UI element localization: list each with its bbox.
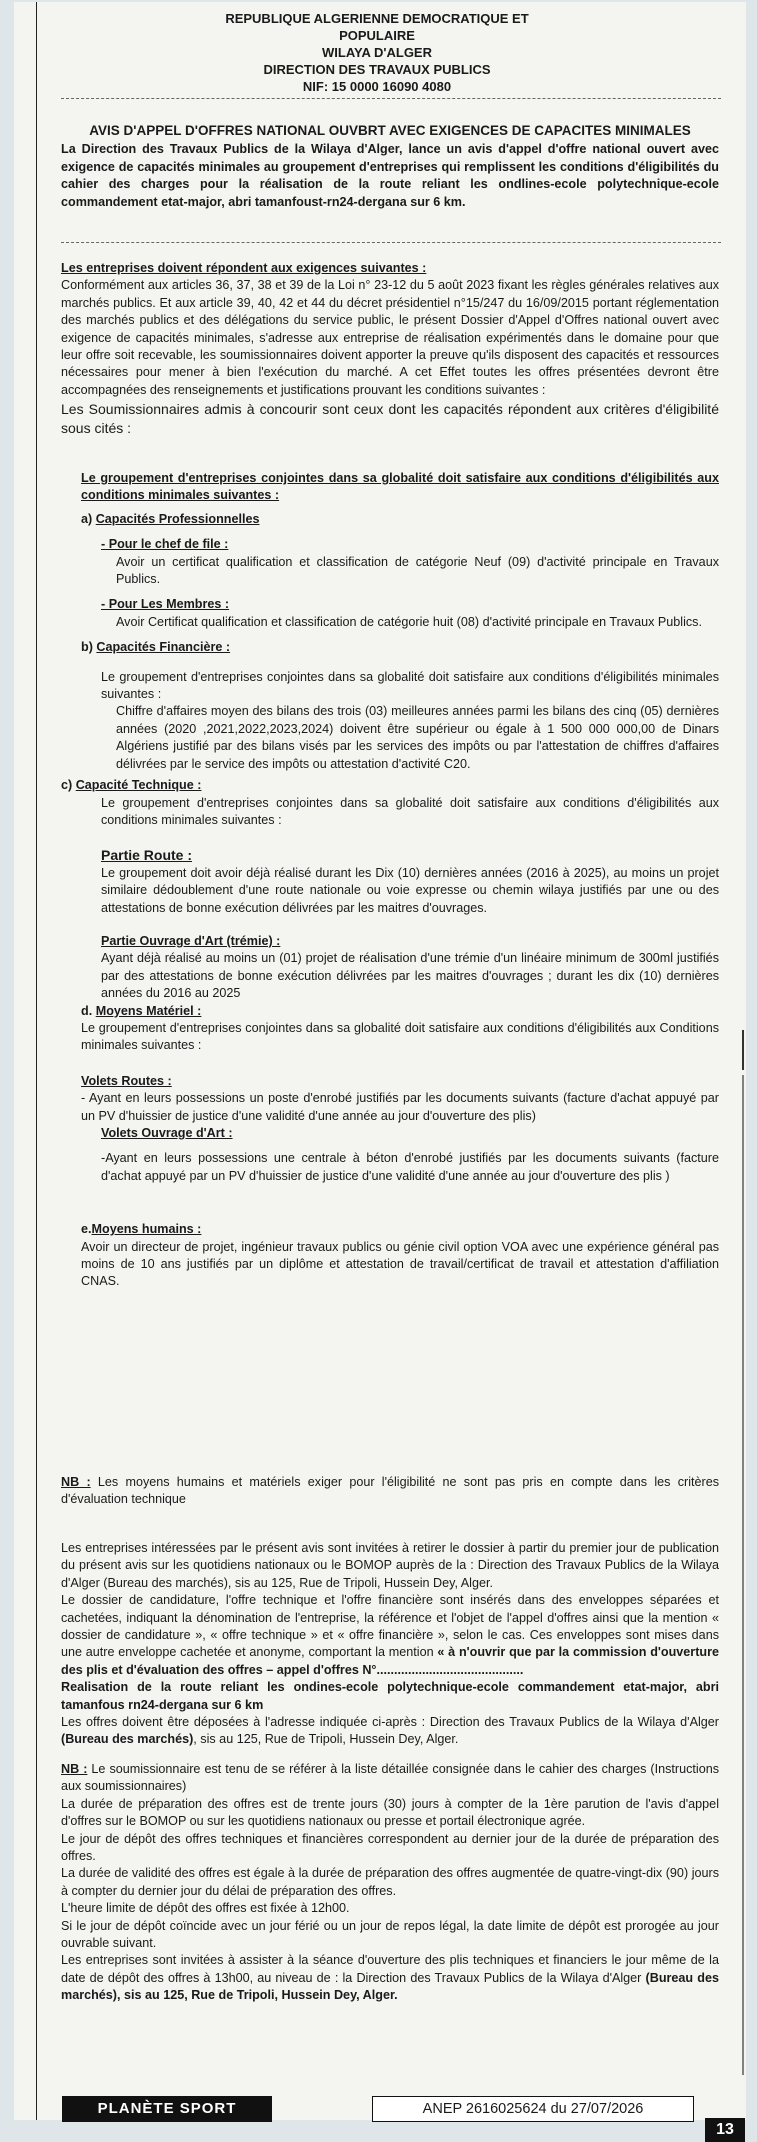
section-a-label: a) bbox=[81, 511, 93, 526]
requirements-block bbox=[61, 260, 719, 438]
financial-intro: Le groupement d'entreprises conjointes dans sa globalité doit satisfaire aux conditions d'éligibilités minimales suivantes : bbox=[101, 669, 719, 702]
notice-title: AVIS D'APPEL D'OFFRES NATIONAL OUVBRT AVEC EXIGENCES DE CAPACITES MINIMALES bbox=[89, 123, 691, 138]
notice-intro: La Direction des Travaux Publics de la Wilaya d'Alger, lance un avis d'appel d'offre national ouvert avec exigence de capacités minimales au groupement d'entreprises qui remplissent les conditions d'éligibilités du cahier des charges pour la réalisation de la route reliant les ondlines-ecole polytechnique-ecole commandement etat-major, abri tamanfoust-rn24-dergana sur 6 km. bbox=[61, 142, 719, 209]
section-label: PLANÈTE SPORT bbox=[62, 2096, 272, 2122]
nb1-label: NB : bbox=[61, 1475, 91, 1489]
submission-block bbox=[61, 1540, 719, 2005]
ouvrage-heading: Partie Ouvrage d'Art (trémie) : bbox=[101, 933, 281, 948]
route-text: Le groupement doit avoir déjà réalisé durant les Dix (10) dernières années (2016 à 2025), au moins un projet similaire dédoublement d'une route nationale ou voie expresse ou chemin wilaya justifiés par une ou des attestations de bonne exécution délivrées par les maitres d'ouvrages. bbox=[101, 865, 719, 915]
dossier-text: Le dossier de candidature, l'offre technique et l'offre financière sont insérés dans des enveloppes séparées et cachetées, indiquant la dénomination de l'entreprise, la référence et l'objet de l'appel d'offres ainsi que la mention « dossier de candidature », « offre technique » et « offre financière », selon le cas. Ces enveloppes sont mises dans une autre enveloppe cachetée et anonyme, comportant la mention bbox=[61, 1593, 719, 1660]
republic-line: REPUBLIQUE ALGERIENNE DEMOCRATIQUE ET POPULAIRE bbox=[225, 11, 529, 43]
notice-column bbox=[36, 2, 746, 2120]
notice-intro-block bbox=[61, 122, 719, 211]
nb-evaluation bbox=[61, 1474, 719, 1509]
letterhead bbox=[187, 10, 567, 95]
section-a-heading: Capacités Professionnelles bbox=[95, 511, 260, 526]
requirements-text: Conformément aux articles 36, 37, 38 et 39 de la Loi n° 23-12 du 5 août 2023 fixant les règles générales relatives aux marchés publics. Et aux article 39, 40, 42 et 44 du décret présidentiel n°15/247 du 16/09/2015 portant réglementation des marchés publics et des délégations du service public, le présent Dossier d'Appel d'Offres national ouvert avec exigence de capacités minimales, s'adresse aux entreprise de réalisation expérimentés dans le domaine pour que leur offre soit recevable, les soumissionnaires doivent apporter la preuve qu'ils disposent des capacités et ressources nécessaires pour mener à bien l'exécution du marché. A cet Effet toutes les offres présentées devront être accompagnées des renseignements et justifications prouvant les conditions suivantes : bbox=[61, 278, 719, 397]
section-e-heading: Moyens humains : bbox=[91, 1222, 202, 1237]
dossier-mention: « à n'ouvrir que par la commission d'ouverture des plis et d'évaluation des offres – appel d'offres N°.......................................... bbox=[61, 1645, 719, 1677]
requirements-heading: Les entreprises doivent répondent aux exigences suivantes : bbox=[61, 261, 427, 275]
membres-heading: - Pour Les Membres : bbox=[101, 597, 230, 612]
wilaya-line: WILAYA D'ALGER bbox=[322, 45, 432, 60]
newspaper-page bbox=[14, 2, 746, 2120]
nb2-label: NB : bbox=[61, 1761, 88, 1776]
section-e-label: e. bbox=[81, 1222, 92, 1237]
adjacent-column-edge bbox=[742, 1075, 744, 2075]
page-number: 13 bbox=[705, 2118, 745, 2142]
retrait-text: Les entreprises intéressées par le présent avis sont invitées à retirer le dossier à partir du premier jour de publication du présent avis sur les quotidiens nationaux ou le BOMOP auprès de la : Direction des Travaux Publics de la Wilaya d'Alger (Bureau des marchés), sis au 125, Rue de Tripoli, Hussein Dey, Alger. bbox=[61, 1541, 719, 1590]
admission-text: Les Soumissionnaires admis à concourir sont ceux dont les capacités répondent aux critères d'éligibilité sous cités : bbox=[61, 401, 719, 437]
direction-line: DIRECTION DES TRAVAUX PUBLICS bbox=[263, 62, 491, 77]
financial-text: Chiffre d'affaires moyen des bilans des trois (03) meilleures années parmi les bilans des cinq (05) dernières années (2020 ,2021,2022,2023,2024) doivent être supérieur ou égale à 1 500 000 000,00 de Dinars Algériens justifié par des bilans visés par les services des impôts ou par l'attestation de chiffres d'affaires délivrées par le service des impôts ou attestation d'activité C20. bbox=[116, 704, 719, 771]
volets-oa-heading: Volets Ouvrage d'Art : bbox=[101, 1126, 233, 1140]
nif-line: NIF: 15 0000 16090 4080 bbox=[302, 79, 452, 94]
technical-intro: Le groupement d'entreprises conjointes dans sa globalité doit satisfaire aux conditions d'éligibilités aux conditions minimales suivantes : bbox=[101, 795, 719, 827]
depot-address: , sis au 125, Rue de Tripoli, Hussein Dey, Alger. bbox=[193, 1732, 459, 1747]
nb2-text: Le soumissionnaire est tenu de se référer à la liste détaillée consignée dans le cahier des charges (Instructions aux soumissionnaires) bbox=[61, 1761, 719, 1794]
route-heading: Partie Route : bbox=[101, 847, 193, 864]
opening-address: (Bureau des marchés), sis au 125, Rue de Tripoli, Hussein Dey, Alger. bbox=[61, 1970, 719, 2003]
nb1-text: Les moyens humains et matériels exiger pour l'éligibilité ne sont pas pris en compte dans les critères d'évaluation technique bbox=[61, 1475, 719, 1507]
chef-text: Avoir un certificat qualification et classification de catégorie Neuf (09) d'activité principale en Travaux Publics. bbox=[116, 554, 719, 587]
section-b-heading: Capacités Financière : bbox=[96, 640, 231, 655]
material-intro: Le groupement d'entreprises conjointes dans sa globalité doit satisfaire aux conditions d'éligibilités aux Conditions minimales suivantes : bbox=[81, 1020, 719, 1053]
section-c-label: c) bbox=[61, 778, 73, 793]
divider bbox=[61, 242, 721, 243]
deadline-hour: L'heure limite de dépôt des offres est fixée à 12h00. bbox=[61, 1901, 350, 1916]
section-d-heading: Moyens Matériel : bbox=[95, 1003, 202, 1018]
section-b-label: b) bbox=[81, 640, 93, 655]
holiday-rule: Si le jour de dépôt coïncide avec un jour férié ou un jour de repos légal, la date limite de dépôt est prorogée au jour ouvrable suivant. bbox=[61, 1918, 719, 1950]
deposit-day: Le jour de dépôt des offres techniques et financières correspondent au dernier jour de la durée de préparation des offres. bbox=[61, 1831, 719, 1863]
volets-oa-text: -Ayant en leurs possessions une centrale à béton d'enrobé justifiés par les documents suivants (facture d'achat appuyé par un PV d'huissier de justice d'une validité d'une année au jour d'ouverture des plis ) bbox=[101, 1151, 719, 1183]
anep-reference: ANEP 2616025624 du 27/07/2026 bbox=[372, 2096, 694, 2122]
membres-text: Avoir Certificat qualification et classification de catégorie huit (08) d'activité principale en Travaux Publics. bbox=[116, 614, 702, 629]
volets-routes-heading: Volets Routes : bbox=[81, 1073, 172, 1088]
adjacent-column-edge bbox=[742, 1030, 744, 1070]
chef-heading: - Pour le chef de file : bbox=[101, 537, 229, 552]
footer-band bbox=[22, 2096, 727, 2122]
depot-text: Les offres doivent être déposées à l'adresse indiquée ci-après : Direction des Travaux Publics de la Wilaya d'Alger bbox=[61, 1715, 719, 1730]
opening-session: Les entreprises sont invitées à assister à la séance d'ouverture des plis techniques et financiers le jour même de la date de dépôt des offres à 13h00, au niveau de : la Direction des Travaux Publics de la Wilaya d'Alger bbox=[61, 1953, 719, 1985]
preparation-duration: La durée de préparation des offres est de trente jours (30) jours à compter de la 1ère parution de l'avis d'appel d'offres sur le BOMOP ou sur les quotidiens nationaux ou presse et portail électronique agrée. bbox=[61, 1796, 719, 1829]
project-object: Realisation de la route reliant les ondines-ecole polytechnique-ecole commandement etat-major, abri tamanfous rn24-dergana sur 6 km bbox=[61, 1680, 719, 1712]
section-c-heading: Capacité Technique : bbox=[75, 778, 202, 793]
groupement-heading: Le groupement d'entreprises conjointes dans sa globalité doit satisfaire aux conditions d'éligibilités aux conditions minimales suivantes : bbox=[81, 471, 719, 503]
section-d-label: d. bbox=[81, 1003, 93, 1018]
volets-routes-text: - Ayant en leurs possessions un poste d'enrobé justifiés par les documents suivants (facture d'achat appuyé par un PV d'huissier de justice d'une validité d'une année au jour d'ouverture des plis) bbox=[81, 1091, 719, 1123]
human-resources-text: Avoir un directeur de projet, ingénieur travaux publics ou génie civil option VOA avec une expérience général pas moins de 10 ans justifiés par un diplôme et attestation de travail/certificat de travail et attestation d'affiliation CNAS. bbox=[81, 1239, 719, 1289]
eligibility-block bbox=[61, 470, 719, 1291]
ouvrage-text: Ayant déjà réalisé au moins un (01) projet de réalisation d'une trémie d'un linéaire minimum de 300ml justifiés par des attestations de bonne exécution délivrées par les maitres d'ouvrages ; durant les dix (10) dernières années du 2016 au 2025 bbox=[101, 951, 719, 1001]
validity-duration: La durée de validité des offres est égale à la durée de préparation des offres augmentée de quatre-vingt-dix (90) jours à compter du dernier jour du délai de préparation des offres. bbox=[61, 1866, 719, 1898]
depot-bureau: (Bureau des marchés) bbox=[61, 1732, 194, 1747]
divider bbox=[61, 98, 721, 99]
